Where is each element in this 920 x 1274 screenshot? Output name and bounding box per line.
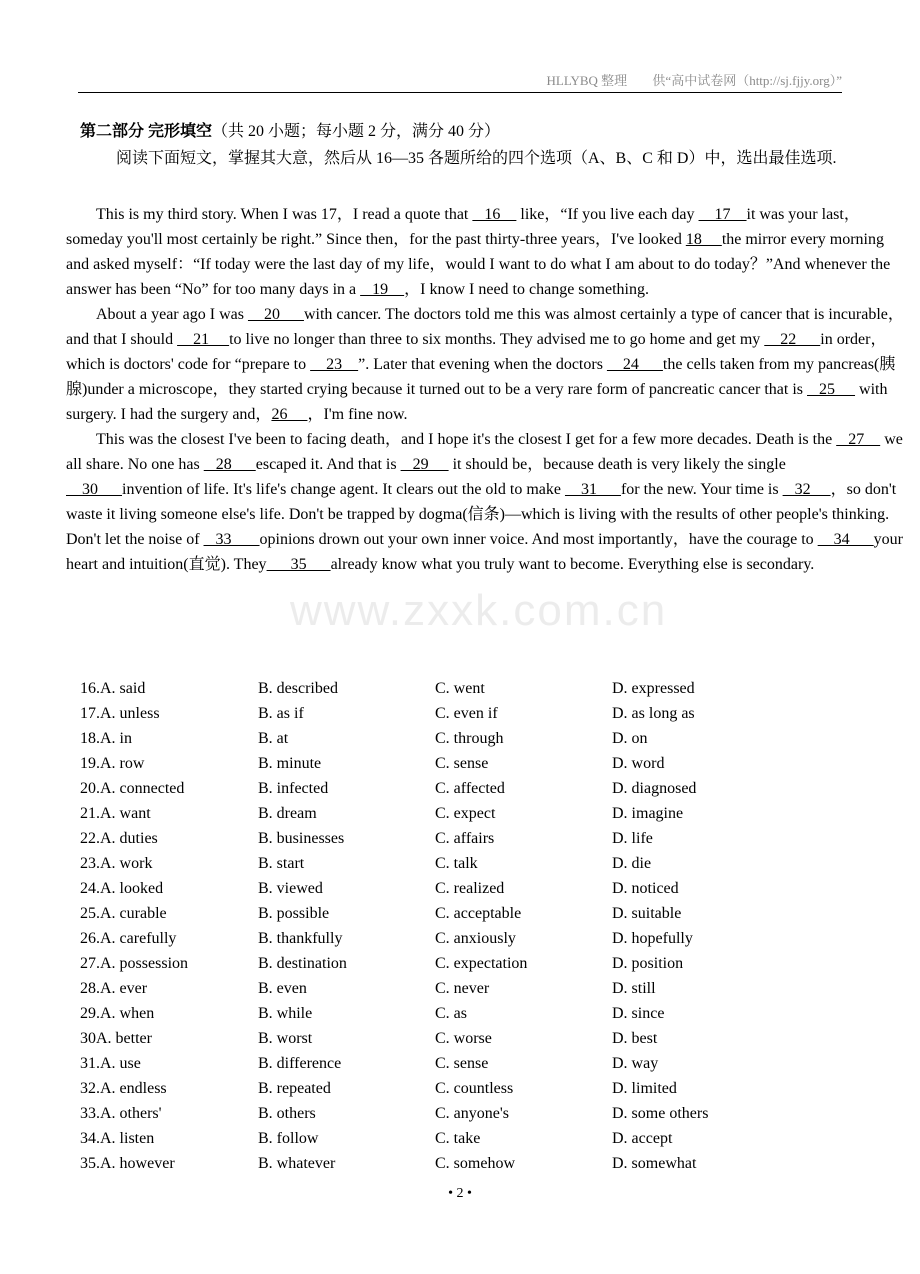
option-choice: C. anyone's xyxy=(435,1105,509,1122)
option-choice: C. expect xyxy=(435,805,496,822)
cloze-blank: 32 xyxy=(782,481,831,498)
cloze-blank: 27 xyxy=(836,431,881,448)
option-choice: C. affairs xyxy=(435,830,495,847)
option-choice: 25.A. curable xyxy=(80,905,167,922)
option-choice: D. imagine xyxy=(612,805,684,822)
option-choice: 24.A. looked xyxy=(80,880,164,897)
section-title-bold: 第二部分 完形填空 xyxy=(80,123,213,140)
option-choice: C. acceptable xyxy=(435,905,522,922)
option-choice: B. possible xyxy=(258,905,330,922)
option-choice: D. on xyxy=(612,730,648,747)
option-choice: 27.A. possession xyxy=(80,955,189,972)
option-choice: C. expectation xyxy=(435,955,528,972)
option-choice: D. some others xyxy=(612,1105,709,1122)
passage-paragraph xyxy=(66,302,906,427)
option-row xyxy=(80,951,860,976)
option-choice: B. dream xyxy=(258,805,317,822)
passage-text: About a year ago I was xyxy=(96,306,248,323)
cloze-blank: 17 xyxy=(698,206,747,223)
option-row xyxy=(80,701,860,726)
passage-text: with cancer. The doctors told me this was almost certainly a type of cancer that is incurable，and that I should xyxy=(66,306,904,348)
option-choice: B. worst xyxy=(258,1030,313,1047)
option-choice: D. accept xyxy=(612,1130,673,1147)
option-choice: D. as long as xyxy=(612,705,695,722)
option-choice: 34.A. listen xyxy=(80,1130,155,1147)
passage-text: ”. Later that evening when the doctors xyxy=(358,356,607,373)
option-choice: C. realized xyxy=(435,880,505,897)
option-choice: D. since xyxy=(612,1005,665,1022)
option-choice: D. somewhat xyxy=(612,1155,697,1172)
option-row xyxy=(80,776,860,801)
option-choice: C. sense xyxy=(435,755,489,772)
option-row xyxy=(80,1101,860,1126)
option-choice: D. expressed xyxy=(612,680,695,697)
option-row xyxy=(80,676,860,701)
passage-text: it should be，because death is very likely the single xyxy=(448,456,786,473)
option-choice: C. sense xyxy=(435,1055,489,1072)
option-choice: B. start xyxy=(258,855,305,872)
passage-text: the cells taken from my pancreas(胰腺)under a microscope，they started crying because it turned out to be a very rare form of pancreatic cancer that is xyxy=(66,356,896,398)
cloze-passage xyxy=(66,202,906,577)
option-choice: 35.A. however xyxy=(80,1155,175,1172)
passage-text: escaped it. And that is xyxy=(255,456,401,473)
passage-text: already know what you truly want to become. Everything else is secondary. xyxy=(330,556,815,573)
passage-text: like，“If you live each day xyxy=(516,206,699,223)
cloze-blank: 30 xyxy=(66,481,122,498)
option-choice: 30A. better xyxy=(80,1030,152,1047)
option-choice: B. follow xyxy=(258,1130,319,1147)
option-choice: C. somehow xyxy=(435,1155,515,1172)
option-choice: B. viewed xyxy=(258,880,323,897)
option-choice: D. hopefully xyxy=(612,930,693,947)
option-row xyxy=(80,1126,860,1151)
cloze-blank: 29 xyxy=(400,456,449,473)
cloze-blank: 19 xyxy=(360,281,405,298)
option-row xyxy=(80,1001,860,1026)
option-choice: B. even xyxy=(258,980,307,997)
instruction-text: 阅读下面短文，掌握其大意，然后从 16—35 各题所给的四个选项（A、B、C 和 D）中，选出最佳选项. xyxy=(116,150,837,167)
passage-text: opinions drown out your own inner voice. And most importantly，have the courage to xyxy=(259,531,818,548)
option-choice: D. suitable xyxy=(612,905,682,922)
option-choice: 21.A. want xyxy=(80,805,151,822)
option-choice: C. went xyxy=(435,680,485,697)
option-choice: 26.A. carefully xyxy=(80,930,177,947)
option-choice: D. noticed xyxy=(612,880,679,897)
option-choice: D. life xyxy=(612,830,653,847)
section-title-rest: （共 20 小题；每小题 2 分，满分 40 分） xyxy=(212,123,501,140)
header-left: HLLYBQ 整理 xyxy=(546,73,628,88)
option-row xyxy=(80,1076,860,1101)
option-choice: 31.A. use xyxy=(80,1055,141,1072)
passage-text: we all share. No one has xyxy=(66,431,903,473)
passage-paragraph xyxy=(66,202,906,302)
option-choice: C. never xyxy=(435,980,490,997)
option-choice: B. minute xyxy=(258,755,322,772)
option-choice: 28.A. ever xyxy=(80,980,148,997)
option-choice: D. way xyxy=(612,1055,659,1072)
watermark: www.zxxk.com.cn xyxy=(290,586,668,635)
cloze-blank: 16 xyxy=(472,206,517,223)
option-choice: 22.A. duties xyxy=(80,830,158,847)
passage-text: it was your last，someday you'll most certainly be right.” Since then，for the past thirty-three years，I've looked xyxy=(66,206,860,248)
option-row xyxy=(80,876,860,901)
option-row xyxy=(80,751,860,776)
option-choice: B. difference xyxy=(258,1055,342,1072)
option-choice: 18.A. in xyxy=(80,730,132,747)
option-choice: 32.A. endless xyxy=(80,1080,167,1097)
cloze-blank: 24 xyxy=(606,356,663,373)
option-choice: 29.A. when xyxy=(80,1005,155,1022)
option-row xyxy=(80,851,860,876)
page-header xyxy=(78,72,842,93)
cloze-blank: 22 xyxy=(764,331,821,348)
passage-text: to live no longer than three to six months. They advised me to go home and get my xyxy=(229,331,765,348)
option-row xyxy=(80,901,860,926)
option-row xyxy=(80,801,860,826)
passage-text: with surgery. I had the surgery and， xyxy=(66,381,888,423)
cloze-blank: 35 xyxy=(266,556,331,573)
option-choice: C. worse xyxy=(435,1030,492,1047)
option-choice: 23.A. work xyxy=(80,855,153,872)
option-choice: 20.A. connected xyxy=(80,780,185,797)
option-choice: B. repeated xyxy=(258,1080,331,1097)
cloze-blank: 25 xyxy=(807,381,856,398)
passage-text: for the new. Your time is xyxy=(620,481,783,498)
passage-text: in order，which is doctors' code for “prepare to xyxy=(66,331,887,373)
passage-text: the mirror every morning and asked myself：“If today were the last day of my life，would I want to do what I am about to do today？”And whenever the answer has been “No” for too many days in a xyxy=(66,231,891,298)
passage-text: This was the closest I've been to facing death，and I hope it's the closest I get for a few more decades. Death is the xyxy=(96,431,837,448)
option-row xyxy=(80,926,860,951)
option-choice: B. others xyxy=(258,1105,316,1122)
option-row xyxy=(80,1026,860,1051)
option-choice: C. anxiously xyxy=(435,930,516,947)
cloze-blank: 31 xyxy=(564,481,621,498)
option-choice: B. destination xyxy=(258,955,347,972)
option-choice: B. described xyxy=(258,680,338,697)
option-choice: C. talk xyxy=(435,855,478,872)
passage-text: your heart and intuition(直觉). They xyxy=(66,531,903,573)
option-choice: B. whatever xyxy=(258,1155,336,1172)
option-choice: D. limited xyxy=(612,1080,677,1097)
cloze-blank: 23 xyxy=(310,356,359,373)
cloze-blank: 34 xyxy=(817,531,874,548)
option-choice: B. as if xyxy=(258,705,304,722)
options-table xyxy=(80,676,860,1176)
option-choice: C. even if xyxy=(435,705,498,722)
option-choice: D. word xyxy=(612,755,665,772)
cloze-blank: 21 xyxy=(177,331,230,348)
option-choice: C. take xyxy=(435,1130,481,1147)
passage-text: invention of life. It's life's change agent. It clears out the old to make xyxy=(122,481,565,498)
section-title xyxy=(80,121,500,143)
option-choice: B. thankfully xyxy=(258,930,343,947)
option-choice: D. best xyxy=(612,1030,658,1047)
passage-text: This is my third story. When I was 17，I read a quote that xyxy=(96,206,473,223)
page-number: • 2 • xyxy=(448,1186,472,1201)
option-row xyxy=(80,1051,860,1076)
header-right: 供“高中试卷网（http://sj.fjjy.org）” xyxy=(652,73,842,88)
passage-text: ，I know I need to change something. xyxy=(404,281,649,298)
option-choice: C. as xyxy=(435,1005,467,1022)
option-choice: B. while xyxy=(258,1005,313,1022)
option-row xyxy=(80,1151,860,1176)
option-row xyxy=(80,826,860,851)
passage-text: ，I'm fine now. xyxy=(307,406,408,423)
option-choice: 19.A. row xyxy=(80,755,145,772)
option-choice: C. affected xyxy=(435,780,505,797)
passage-text: ，so don't waste it living someone else's life. Don't be trapped by dogma(信条)—which is living with the results of other people's thinking. Don't let the noise of xyxy=(66,481,897,548)
option-choice: 16.A. said xyxy=(80,680,146,697)
option-choice: D. diagnosed xyxy=(612,780,697,797)
option-choice: B. at xyxy=(258,730,289,747)
option-choice: C. through xyxy=(435,730,504,747)
option-choice: D. die xyxy=(612,855,652,872)
option-choice: B. businesses xyxy=(258,830,345,847)
passage-paragraph xyxy=(66,427,906,577)
option-choice: B. infected xyxy=(258,780,329,797)
option-choice: D. position xyxy=(612,955,684,972)
cloze-blank: 18 xyxy=(685,231,722,248)
option-row xyxy=(80,976,860,1001)
option-choice: 33.A. others' xyxy=(80,1105,162,1122)
cloze-blank: 28 xyxy=(203,456,256,473)
option-choice: 17.A. unless xyxy=(80,705,160,722)
option-choice: D. still xyxy=(612,980,656,997)
option-row xyxy=(80,726,860,751)
option-choice: C. countless xyxy=(435,1080,514,1097)
cloze-blank: 33 xyxy=(203,531,260,548)
cloze-blank: 20 xyxy=(247,306,304,323)
cloze-blank: 26 xyxy=(271,406,308,423)
